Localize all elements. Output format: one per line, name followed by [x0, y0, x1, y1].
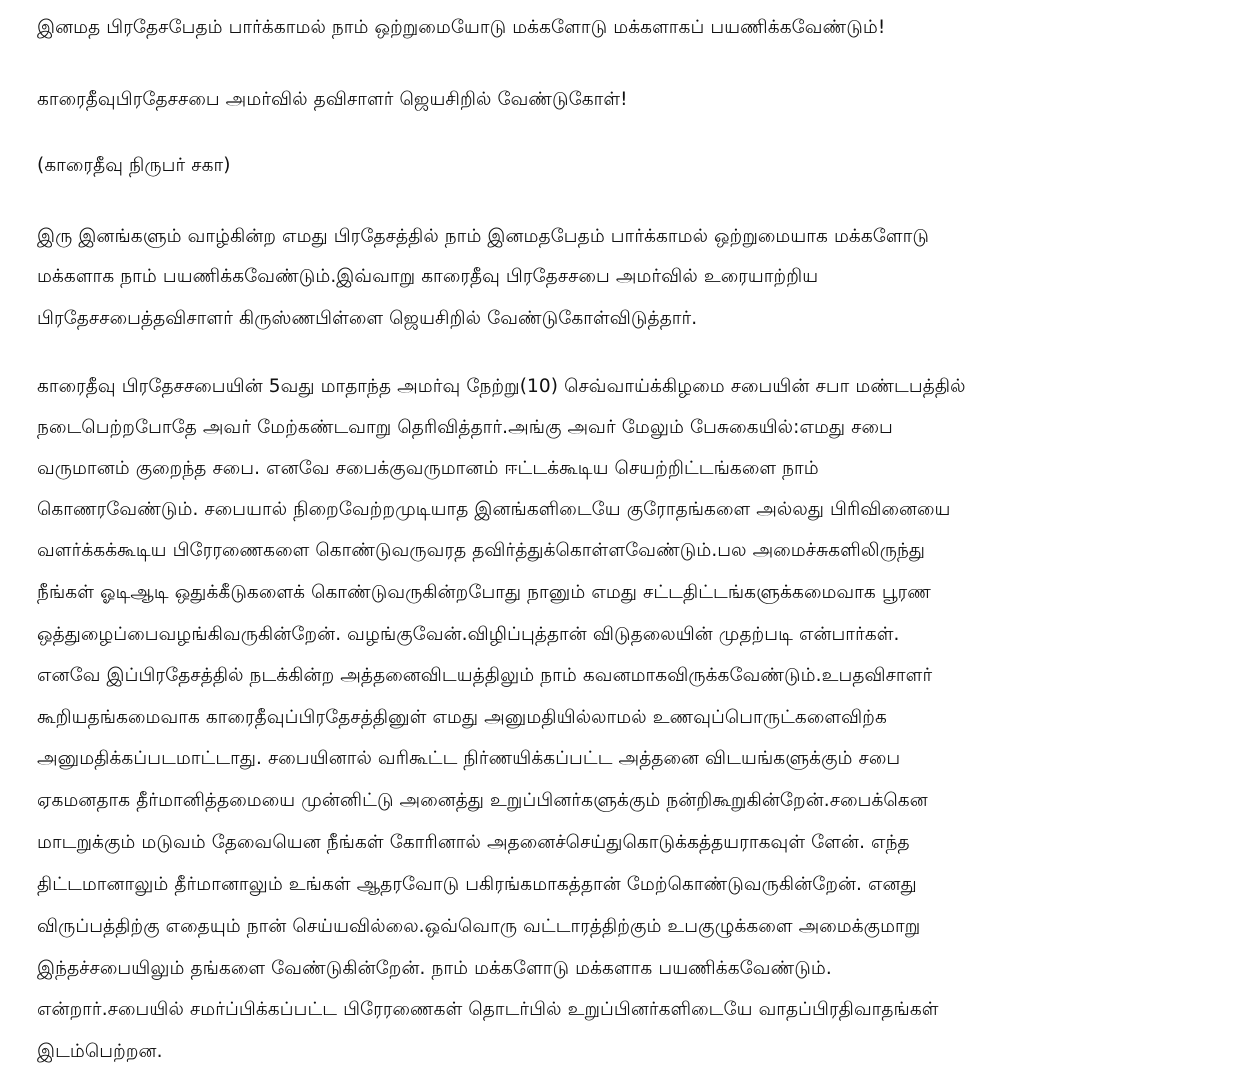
paragraph-2-line: கூறியதங்கமைவாக காரைதீவுப்பிரதேசத்தினுள் எமது அனுமதியில்லாமல் உணவுப்பொருட்களைவிற்க [37, 707, 887, 728]
paragraph-2-line: இந்தச்சபையிலும் தங்களை வேண்டுகின்றேன். நாம் மக்களோடு மக்களாக பயணிக்கவேண்டும். [37, 958, 832, 979]
paragraph-2-line: வருமானம் குறைந்த சபை. எனவே சபைக்குவருமானம் ஈட்டக்கூடிய செயற்றிட்டங்களை நாம் [37, 458, 819, 479]
paragraph-2-line: அனுமதிக்கப்படமாட்டாது. சபையினால் வரிகூட்ட நிர்ணயிக்கப்பட்ட அத்தனை விடயங்களுக்கும் சபை [37, 748, 901, 769]
paragraph-2-line: எனவே இப்பிரதேசத்தில் நடக்கின்ற அத்தனைவிடயத்திலும் நாம் கவனமாகவிருக்கவேண்டும்.உபதவிசாளர் [37, 665, 933, 686]
paragraph-2-line: மாடறுக்கும் மடுவம் தேவையென நீங்கள் கோரினால் அதனைச்செய்துகொடுக்கத்தயராகவுள் ளேன். எந்த [37, 832, 910, 853]
paragraph-2-line: காரைதீவு பிரதேசசபையின் 5வது மாதாந்த அமர்வு நேற்று(10) செவ்வாய்க்கிழமை சபையின் சபா மண்டபத்தில் [37, 376, 966, 397]
paragraph-2-line: இடம்பெற்றன. [37, 1041, 163, 1062]
paragraph-1-line: பிரதேசசபைத்தவிசாளர் கிருஸ்ணபிள்ளை ஜெயசிறில் வேண்டுகோள்விடுத்தார். [37, 308, 698, 329]
paragraph-2-line: ஒத்துழைப்பைவழங்கிவருகின்றேன். வழங்குவேன்.விழிப்புத்தான் விடுதலையின் முதற்படி என்பார்கள். [37, 624, 900, 645]
paragraph-2-line: கொணரவேண்டும். சபையால் நிறைவேற்றமுடியாத இனங்களிடையே குரோதங்களை அல்லது பிரிவினையை [37, 499, 951, 520]
paragraph-2-line: என்றார்.சபையில் சமர்ப்பிக்கப்பட்ட பிரேரணைகள் தொடர்பில் உறுப்பினர்களிடையே வாதப்பிரதிவாதங்கள் [37, 999, 939, 1020]
byline: (காரைதீவு நிருபர் சகா) [37, 155, 231, 176]
paragraph-2-line: ஏகமனதாக தீர்மானித்தமையை முன்னிட்டு அனைத்து உறுப்பினர்களுக்கும் நன்றிகூறுகின்றேன்.சபைக்கென [37, 790, 928, 811]
subheadline: காரைதீவுபிரதேசசபை அமர்வில் தவிசாளர் ஜெயசிறில் வேண்டுகோள்! [37, 89, 628, 110]
headline: இனமத பிரதேசபேதம் பார்க்காமல் நாம் ஒற்றுமையோடு மக்களோடு மக்களாகப் பயணிக்கவேண்டும்! [37, 17, 886, 38]
paragraph-2-line: விருப்பத்திற்கு எதையும் நான் செய்யவில்லை.ஒவ்வொரு வட்டாரத்திற்கும் உபகுழுக்களை அமைக்குமாறு [37, 916, 921, 937]
paragraph-1-line: மக்களாக நாம் பயணிக்கவேண்டும்.இவ்வாறு காரைதீவு பிரதேசசபை அமர்வில் உரையாற்றிய [37, 266, 819, 287]
paragraph-2-line: நடைபெற்றபோதே அவர் மேற்கண்டவாறு தெரிவித்தார்.அங்கு அவர் மேலும் பேசுகையில்:எமது சபை [37, 417, 893, 438]
paragraph-2-line: வளர்க்கக்கூடிய பிரேரணைகளை கொண்டுவருவரத தவிர்த்துக்கொள்ளவேண்டும்.பல அமைச்சுகளிலிருந்து [37, 540, 926, 561]
paragraph-1-line: இரு இனங்களும் வாழ்கின்ற எமது பிரதேசத்தில் நாம் இனமதபேதம் பார்க்காமல் ஒற்றுமையாக மக்களோடு [37, 226, 930, 247]
paragraph-2-line: திட்டமானாலும் தீர்மானாலும் உங்கள் ஆதரவோடு பகிரங்கமாகத்தான் மேற்கொண்டுவருகின்றேன். எனது [37, 874, 917, 895]
paragraph-2-line: நீங்கள் ஓடிஆடி ஒதுக்கீடுகளைக் கொண்டுவருகின்றபோது நானும் எமது சட்டதிட்டங்களுக்கமைவாக பூரண [37, 582, 931, 603]
